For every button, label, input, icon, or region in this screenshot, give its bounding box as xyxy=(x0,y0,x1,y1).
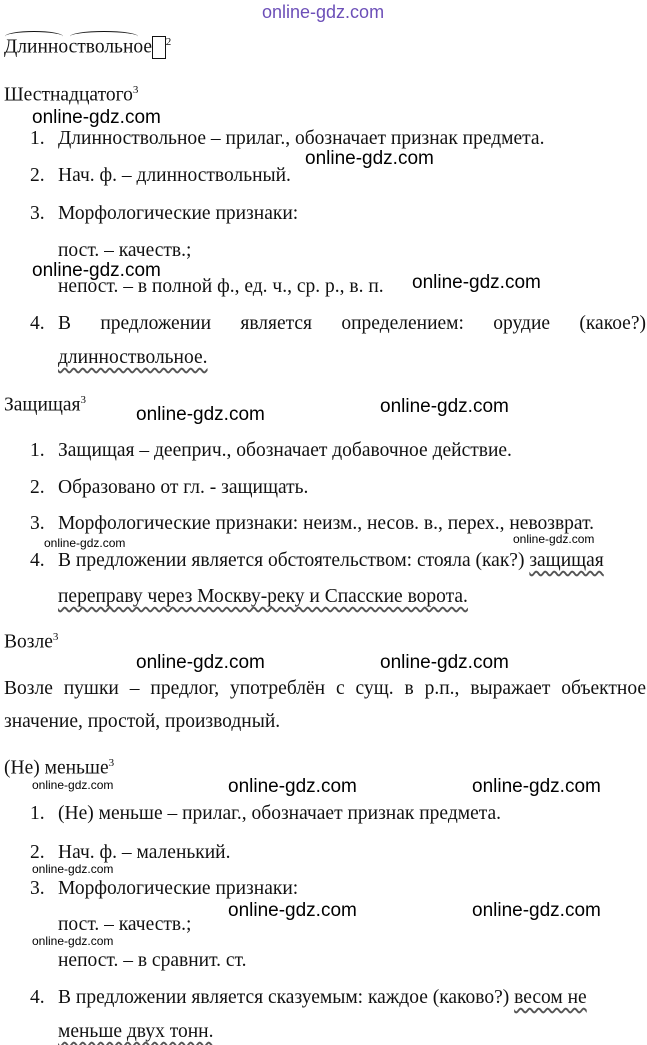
list-item: Образовано от гл. - защищать. xyxy=(58,477,309,498)
section-heading-text: Защищая xyxy=(4,394,81,416)
list-item-underlined: весом не xyxy=(514,987,587,1008)
list-number: 1. xyxy=(30,803,45,824)
permanent-features: пост. – качеств.; xyxy=(58,914,192,935)
watermark: online-gdz.com xyxy=(472,900,601,921)
watermark: online-gdz.com xyxy=(305,148,434,169)
watermark: online-gdz.com xyxy=(380,652,509,673)
list-number: 3. xyxy=(30,878,45,899)
watermark: online-gdz.com xyxy=(412,272,541,293)
section-heading xyxy=(4,394,86,417)
list-item-text: В предложении является обстоятельством: стояла (как?) xyxy=(58,550,525,571)
list-item: Морфологические признаки: xyxy=(58,203,299,224)
nonpermanent-features: непост. – в полной ф., ед. ч., ср. р., в. п. xyxy=(58,276,384,297)
word-title xyxy=(4,36,171,59)
list-item-underlined: защищая xyxy=(529,550,604,571)
watermark-small: online-gdz.com xyxy=(32,934,114,948)
watermark: online-gdz.com xyxy=(472,776,601,797)
section-heading-sup: 3 xyxy=(132,84,139,96)
list-item: Нач. ф. – маленький. xyxy=(58,842,231,863)
section-heading-text: Возле xyxy=(4,631,53,653)
watermark-small: online-gdz.com xyxy=(513,532,595,546)
ending-box xyxy=(152,36,166,59)
list-number: 1. xyxy=(30,440,45,461)
watermark: online-gdz.com xyxy=(228,900,357,921)
list-item-continuation: меньше двух тонн. xyxy=(58,1021,214,1042)
list-item: Морфологические признаки: неизм., несов. в., перех., невозврат. xyxy=(58,513,595,534)
list-number: 4. xyxy=(30,313,45,334)
list-item-text: В предложении является сказуемым: каждое (каково?) xyxy=(58,987,510,1008)
list-number: 2. xyxy=(30,842,45,863)
section-heading-sup: 3 xyxy=(80,394,87,406)
watermark: online-gdz.com xyxy=(32,107,161,128)
list-item: Защищая – дееприч., обозначает добавочное действие. xyxy=(58,440,512,461)
list-item-continuation: длинноствольное. xyxy=(58,347,208,368)
watermark: online-gdz.com xyxy=(136,404,265,425)
section-heading xyxy=(4,757,114,780)
section-heading xyxy=(4,84,138,107)
list-number: 2. xyxy=(30,477,45,498)
watermark-small: online-gdz.com xyxy=(32,778,114,792)
section-heading-text: (Не) меньше xyxy=(4,757,109,779)
section-heading-sup: 3 xyxy=(52,631,59,643)
watermark-top: online-gdz.com xyxy=(262,2,385,22)
watermark: online-gdz.com xyxy=(380,396,509,417)
list-item: Нач. ф. – длинноствольный. xyxy=(58,165,291,186)
section-heading xyxy=(4,631,58,654)
list-item xyxy=(58,987,587,1009)
list-item: В предложении является определением: орудие (какое?) xyxy=(58,313,646,334)
list-number: 4. xyxy=(30,550,45,571)
word-title-text: Длинноствольное xyxy=(4,36,153,58)
list-item: Длинноствольное – прилаг., обозначает признак предмета. xyxy=(58,128,545,149)
permanent-features: пост. – качеств.; xyxy=(58,240,192,261)
nonpermanent-features: непост. – в сравнит. ст. xyxy=(58,950,247,971)
paragraph-line: значение, простой, производный. xyxy=(4,711,281,732)
watermark: online-gdz.com xyxy=(228,776,357,797)
list-number: 3. xyxy=(30,203,45,224)
list-number: 3. xyxy=(30,513,45,534)
watermark: online-gdz.com xyxy=(32,260,161,281)
section-heading-sup: 3 xyxy=(108,757,115,769)
list-number: 1. xyxy=(30,128,45,149)
list-item: Морфологические признаки: xyxy=(58,878,299,899)
word-title-sup: 2 xyxy=(165,36,172,48)
list-number: 2. xyxy=(30,165,45,186)
watermark-small: online-gdz.com xyxy=(44,536,126,550)
list-number: 4. xyxy=(30,987,45,1008)
list-item-continuation: переправу через Москву-реку и Спасские ворота. xyxy=(58,586,468,607)
list-item xyxy=(58,550,604,572)
paragraph-line: Возле пушки – предлог, употреблён с сущ. в р.п., выражает объектное xyxy=(4,678,646,699)
watermark: online-gdz.com xyxy=(136,652,265,673)
watermark-small: online-gdz.com xyxy=(32,862,114,876)
section-heading-text: Шестнадцатого xyxy=(4,84,133,106)
list-item: (Не) меньше – прилаг., обозначает признак предмета. xyxy=(58,803,502,824)
